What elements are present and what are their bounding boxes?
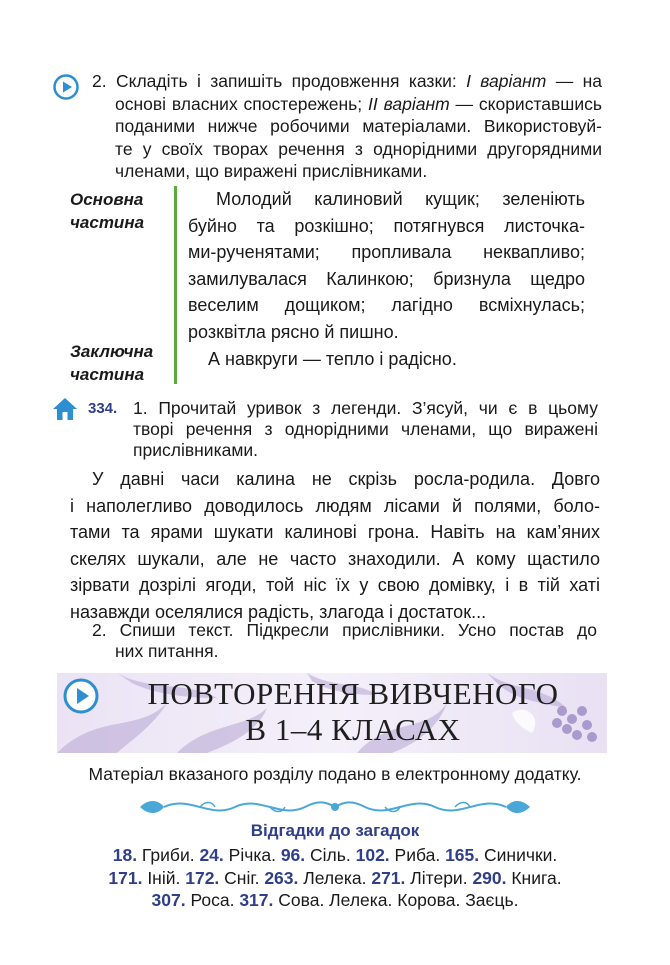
answers-line: 18. Гриби. 24. Річка. 96. Сіль. 102. Риба. 165. Синички. <box>112 845 558 865</box>
main-line: буйно та розкішно; потягнувся листочка- <box>188 215 585 236</box>
task-2-line-2: основі власних спостережень; ІІ варіант — скориставшись <box>115 93 602 114</box>
main-line: веселим дощиком; лагідно всміхнулась; <box>188 295 585 315</box>
main-line: розквітла рясно й пишно. <box>188 321 399 342</box>
task-line: прислівниками. <box>133 440 259 460</box>
answers-line: 307. Роса. 317. Сова. Лелека. Корова. Заєць. <box>151 890 519 910</box>
task-2-text <box>92 70 602 183</box>
variant-2-label: ІІ варіант <box>368 93 450 114</box>
main-part-text <box>188 186 585 345</box>
section-title: ПОВТОРЕННЯ ВИВЧЕНОГО В 1–4 КЛАСАХ <box>147 676 559 747</box>
task-2-line-3: поданими нижче робочими матеріалами. Використовуй- <box>115 116 602 136</box>
final-part-text: А навкруги — тепло і радісно. <box>208 349 457 369</box>
variant-1-label: І варіант <box>466 71 547 91</box>
legend-line: тами та ярами шукати калинові грона. Навіть на кам’яних <box>70 522 600 542</box>
exercise-334-task-2 <box>92 620 597 662</box>
legend-line: зірвати дозрілі ягоди, той ніс їх у свою домівку, і в тій хаті <box>70 575 600 595</box>
main-line: Молодий калиновий кущик; зеленіють <box>216 189 585 209</box>
task-2-line-5: членами, що виражені прислівниками. <box>115 161 428 181</box>
exercise-334-task-1 <box>133 398 598 461</box>
answers-title: Відгадки до загадок <box>250 821 420 840</box>
play-icon[interactable] <box>53 74 79 100</box>
home-icon <box>52 396 78 422</box>
task-line: творі речення з однорідними членами, що виражені <box>133 419 598 439</box>
legend-text <box>70 466 600 625</box>
exercise-number: 334. <box>88 400 118 417</box>
legend-line: і наполегливо доводилось людям лісами й полями, боло- <box>70 495 600 516</box>
play-icon[interactable] <box>63 678 99 714</box>
legend-line: У давні часи калина не скрізь росла-родила. Довго <box>92 469 600 489</box>
legend-line: скелях шукали, але не часто знаходили. А кому щастило <box>70 548 600 569</box>
main-line: замилувалася Калинкою; бризнула щедро <box>188 268 585 289</box>
task-2-line-1: 2. Складіть і запишіть продовження казки: І варіант — на <box>92 71 602 91</box>
final-part-label: Заключна частина <box>70 342 154 384</box>
main-line: ми-рученятами; пропливала неквапливо; <box>188 242 585 262</box>
answers-list <box>0 844 670 912</box>
answers-line: 171. Іній. 172. Сніг. 263. Лелека. 271. Літери. 290. Книга. <box>108 867 562 888</box>
task-line: них питання. <box>115 641 219 661</box>
task-line: 1. Прочитай уривок з легенди. З’ясуй, чи є в цьому <box>133 398 598 418</box>
electronic-note: Матеріал вказаного розділу подано в електронному додатку. <box>88 764 582 784</box>
ornament-divider <box>130 793 540 821</box>
legend-line: назавжди оселялися радість, злагода і достаток... <box>70 601 487 622</box>
task-2-line-4: те у своїх творах речення з однорідними другорядними <box>115 138 602 159</box>
main-part-label: Основна частина <box>70 190 145 232</box>
task-line: 2. Спиши текст. Підкресли прислівники. Усно постав до <box>92 620 597 640</box>
